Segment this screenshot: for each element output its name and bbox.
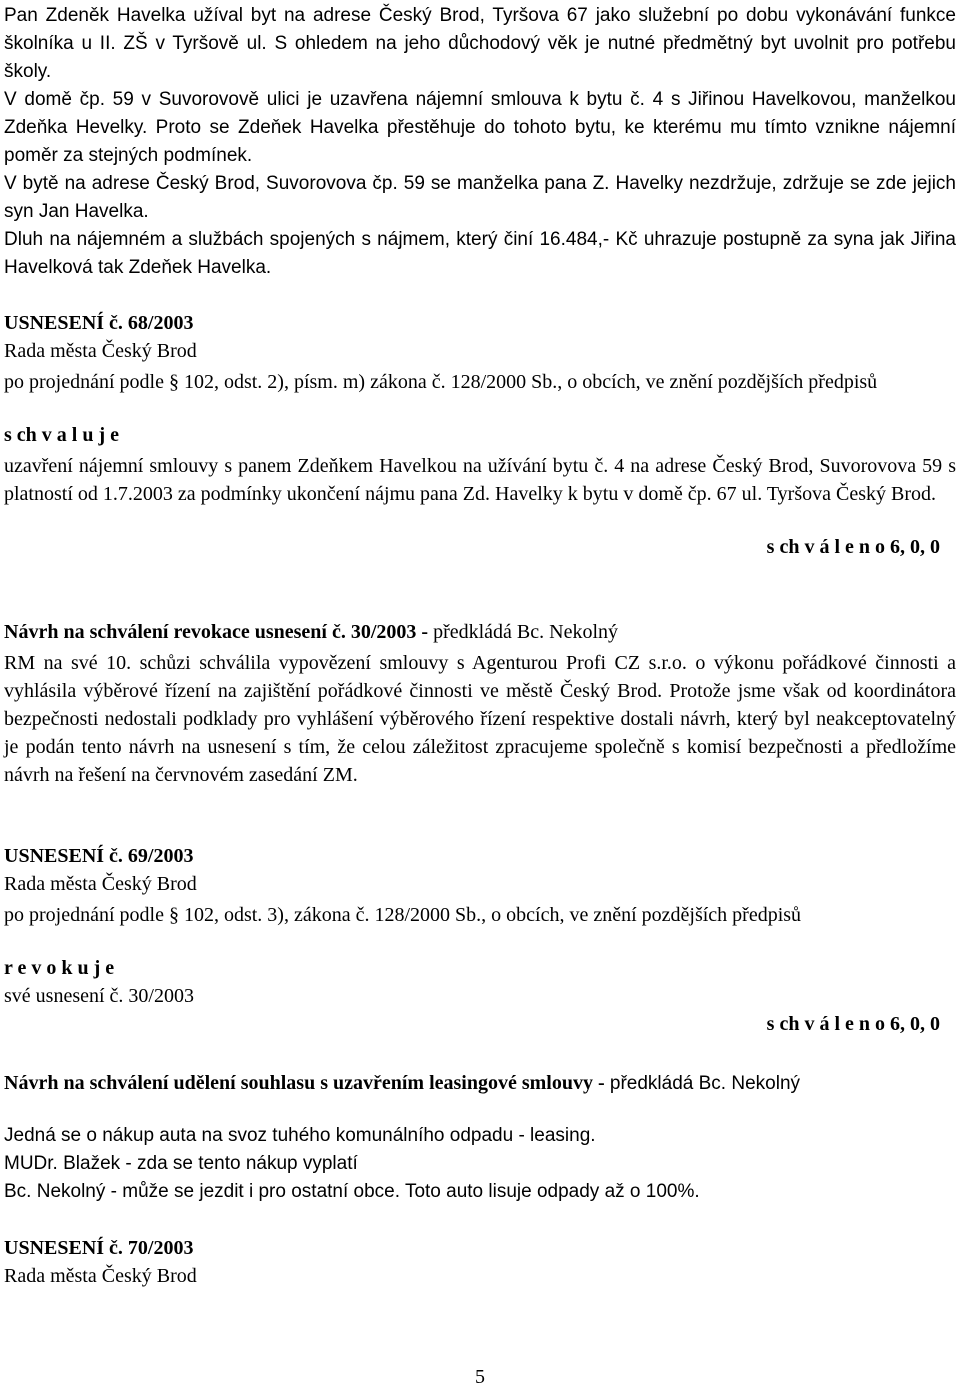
proposal-leasing-line-2: MUDr. Blažek - zda se tento nákup vyplatí <box>4 1153 358 1174</box>
resolution-68-council: Rada města Český Brod <box>4 340 197 362</box>
paragraph-debt: Dluh na nájemném a službách spojených s nájmem, který činí 16.484,- Kč uhrazuje postupně za syna jak Jiřina Havelková tak Zdeňek Havelka. <box>4 229 956 278</box>
resolution-69-title: USNESENÍ č. 69/2003 <box>4 845 194 867</box>
resolution-69-body: své usnesení č. 30/2003 <box>4 985 194 1007</box>
resolution-70-council: Rada města Český Brod <box>4 1265 197 1287</box>
resolution-68-body: uzavření nájemní smlouvy s panem Zdeňkem Havelkou na užívání bytu č. 4 na adrese Český Brod, Suvorovova 59 s platností od 1.7.2003 za podmínky ukončení nájmu pana Zd. Havelky k bytu v domě čp. 67 ul. Tyršova Český Brod. <box>4 455 956 505</box>
resolution-70-title: USNESENÍ č. 70/2003 <box>4 1237 194 1259</box>
proposal-revocation-title: Návrh na schválení revokace usnesení č. 30/2003 - <box>4 621 429 643</box>
resolution-68-legal: po projednání podle § 102, odst. 2), písm. m) zákona č. 128/2000 Sb., o obcích, ve znění pozdějších předpisů <box>4 371 878 393</box>
resolution-69-council: Rada města Český Brod <box>4 873 197 895</box>
paragraph-intro: Pan Zdeněk Havelka užíval byt na adrese Český Brod, Tyršova 67 jako služební po dobu vykonávání funkce školníka u II. ZŠ v Tyršově ul. S ohledem na jeho důchodový věk je nutné předmětný byt uvolnit pro potřebu školy. <box>4 5 956 82</box>
proposal-leasing-presenter: předkládá Bc. Nekolný <box>604 1073 801 1094</box>
proposal-leasing-heading <box>4 1069 956 1098</box>
resolution-68-verb: s ch v a l u j e <box>4 424 119 446</box>
proposal-leasing-line-3: Bc. Nekolný - může se jezdit i pro ostatní obce. Toto auto lisuje odpady až o 100%. <box>4 1181 700 1202</box>
resolution-69-verb: r e v o k u j e <box>4 957 115 979</box>
resolution-69-legal: po projednání podle § 102, odst. 3), zákona č. 128/2000 Sb., o obcích, ve znění pozdějších předpisů <box>4 904 802 926</box>
paragraph-residence: V bytě na adrese Český Brod, Suvorovova čp. 59 se manželka pana Z. Havelky nezdržuje, zdržuje se zde jejich syn Jan Havelka. <box>4 173 956 222</box>
page-number: 5 <box>475 1366 485 1388</box>
proposal-revocation-presenter: předkládá Bc. Nekolný <box>428 621 619 643</box>
proposal-revocation-heading <box>4 621 618 644</box>
proposal-leasing-title: Návrh na schválení udělení souhlasu s uzavřením leasingové smlouvy - <box>4 1072 605 1094</box>
resolution-69-vote: s ch v á l e n o 6, 0, 0 <box>766 1013 940 1035</box>
proposal-revocation-body: RM na své 10. schůzi schválila vypovězení smlouvy s Agenturou Profi CZ s.r.o. o výkonu pořádkové činnosti a vyhlásila výběrové řízení na zajištění pořádkové činnosti ve městě Český Brod. Protože jsme však od koordinátora bezpečnosti nedostali podklady pro vyhlášení výběrového řízení respektive dostali návrh, který byl neakceptovatelný je podán tento návrh na usnesení s tím, že celou záležitost zpracujeme společně s komisí bezpečnosti a předložíme návrh na řešení na červnovém zasedání ZM. <box>4 652 956 786</box>
proposal-leasing-line-1: Jedná se o nákup auta na svoz tuhého komunálního odpadu - leasing. <box>4 1125 596 1146</box>
paragraph-contract: V domě čp. 59 v Suvorovově ulici je uzavřena nájemní smlouva k bytu č. 4 s Jiřinou Havelkovou, manželkou Zdeňka Hevelky. Proto se Zdeňek Havelka přestěhuje do tohoto bytu, ke kterému mu tímto vznikne nájemní poměr za stejných podmínek. <box>4 89 956 166</box>
resolution-68-vote: s ch v á l e n o 6, 0, 0 <box>766 536 940 558</box>
resolution-68-title: USNESENÍ č. 68/2003 <box>4 312 194 334</box>
